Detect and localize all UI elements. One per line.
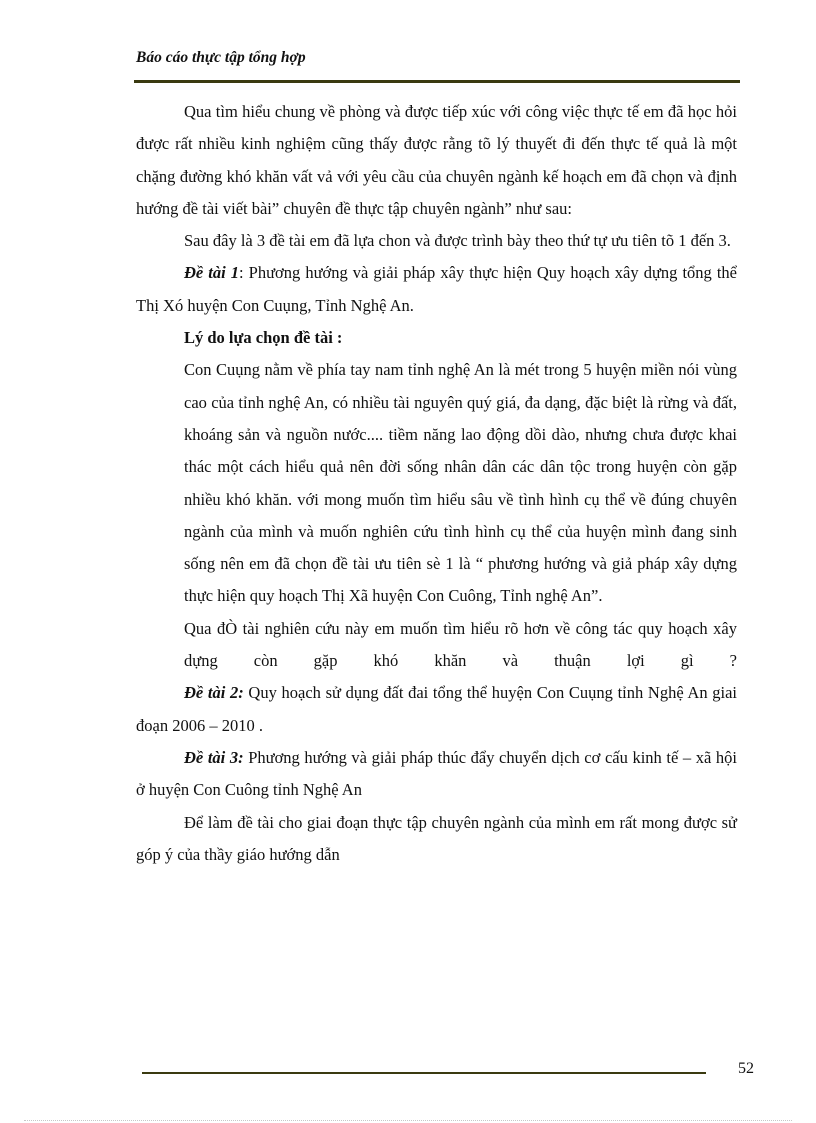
paragraph-closing: Để làm đề tài cho giai đoạn thực tập chuyên ngành của mình em rất mong được sử góp ý của thầy giáo hướng dẫn — [136, 812, 737, 864]
header-rule — [134, 80, 740, 83]
topic-2-text: Quy hoạch sử dụng đất đai tổng thể huyện Con Cuụng tỉnh Nghệ An giai đoạn 2006 – 2010 . — [136, 683, 737, 735]
page-number: 52 — [738, 1060, 754, 1077]
paragraph-research: Qua đÒ tài nghiên cứu này em muốn tìm hiểu rõ hơn về công tác quy hoạch xây dựng còn gặp khó khăn và thuận lợi gì ? — [184, 618, 737, 671]
reason-heading: Lý do lựa chọn đề tài : — [184, 328, 343, 348]
paragraph-topics-order: Sau đây là 3 đề tài em đã lựa chon và được trình bày theo thứ tự ưu tiên tõ 1 đến 3. — [184, 231, 731, 251]
topic-1-text: : Phương hướng và giải pháp xây thực hiện Quy hoạch xây dựng tổng thể Thị Xó huyện Con Cuụng, Tỉnh Nghệ An. — [136, 263, 737, 315]
document-body — [136, 96, 737, 871]
page-edge-divider — [24, 1120, 792, 1121]
running-header: Báo cáo thực tập tổng hợp — [136, 49, 306, 66]
topic-1-label: Đề tài 1 — [184, 263, 240, 283]
topic-3-label: Đề tài 3: — [184, 747, 244, 767]
paragraph-intro: Qua tìm hiểu chung về phòng và được tiếp xúc với công việc thực tế em đã học hỏi được rất nhiều kinh nghiệm cũng thấy được rằng tõ lý thuyết đi đến thực tế quả là một chặng đường khó khăn vất vả với yêu cầu của chuyên ngành kế hoạch em đã chọn và định hướng đề tài viết bài” chuyên đề thực tập chuyên ngành” như sau: — [136, 102, 737, 218]
topic-2-label: Đề tài 2: — [184, 683, 244, 703]
paragraph-topic-2 — [136, 677, 737, 742]
footer-rule — [142, 1072, 706, 1074]
paragraph-reason: Con Cuụng nằm về phía tay nam tỉnh nghệ An là mét trong 5 huyện miền nói vùng cao của tỉnh nghệ An, có nhiều tài nguyên quý giá, đa dạng, đặc biệt là rừng và đất, khoáng sản và nguồn nước.... tiềm năng lao động dồi dào, nhưng chưa được khai thác một cách hiểu quả nên đời sống nhân dân các dân tộc trong huyện còn gặp nhiều khó khăn. với mong muốn tìm hiểu sâu về tình hình cụ thể về đúng chuyên ngành của mình và muốn nghiên cứu tình hình cụ thể của huyện mình đang sinh sống nên em đã chọn đề tài ưu tiên sè 1 là “ phương hướng và giả pháp xây dựng thực hiện quy hoạch Thị Xã huyện Con Cuông, Tỉnh nghệ An”. — [184, 360, 737, 606]
paragraph-topic-1 — [136, 257, 737, 322]
topic-3-text: Phương hướng và giải pháp thúc đẩy chuyển dịch cơ cấu kinh tế – xã hội ở huyện Con Cuông tỉnh Nghệ An — [136, 747, 737, 800]
paragraph-topic-3 — [136, 742, 737, 807]
